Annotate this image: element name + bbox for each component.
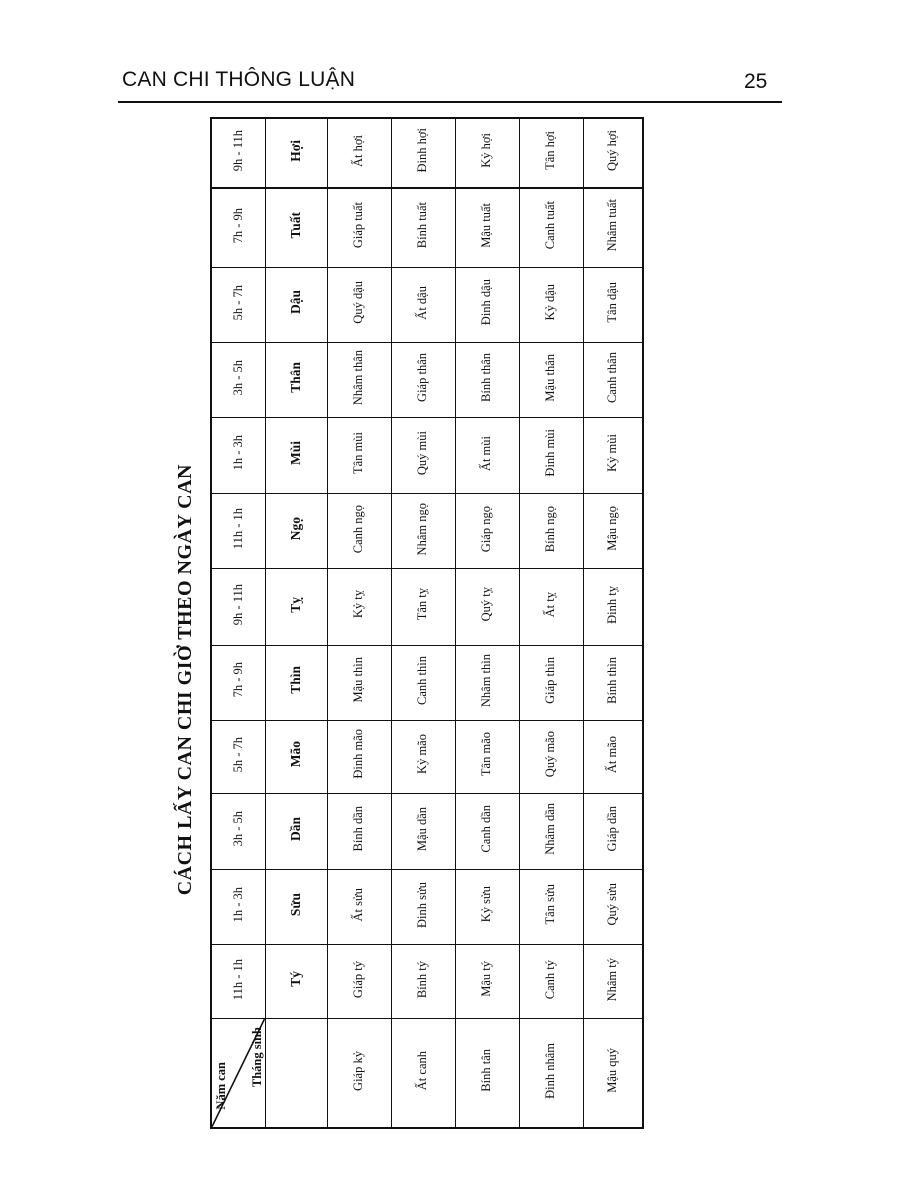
can-chi-value: Bính dần [351,806,366,852]
can-chi-value: Ất dậu [415,285,430,320]
hour-range-cell [211,945,265,1019]
hour-range-label: 1h - 3h [230,435,245,471]
can-chi-value: Giáp thân [415,353,430,402]
can-chi-value: Quý tỵ [479,587,494,622]
hour-range-cell [211,418,265,494]
can-chi-value: Kỷ dậu [543,284,558,321]
can-chi-value: Nhâm tuất [605,199,620,252]
hour-range-cell [211,494,265,569]
can-chi-value: Ất tỵ [543,591,558,618]
can-chi-value: Giáp dần [605,806,620,852]
can-chi-value: Đinh mão [351,729,366,780]
can-chi-value: Quý mão [543,731,558,778]
table-row [211,645,643,720]
hour-range-label: 5h - 7h [230,736,245,773]
empty-cell [265,1019,327,1128]
can-chi-value: Nhâm dần [543,803,558,855]
can-chi-cell [327,945,391,1019]
hour-range-label: 7h - 9h [230,662,245,698]
table-row [211,793,643,869]
can-chi-value: Mậu dần [415,806,430,851]
can-chi-cell [391,720,455,793]
can-chi-cell [519,645,583,720]
can-chi-value: Canh dần [479,805,494,853]
can-chi-cell [519,569,583,645]
branch-label: Thìn [287,666,303,695]
hour-range-label: 3h - 5h [230,811,245,847]
can-chi-value: Nhâm thìn [479,653,494,707]
hour-range-cell [211,793,265,869]
table-row [211,267,643,342]
table-row [211,569,643,645]
can-chi-value: Quý hợi [605,130,620,171]
can-chi-value: Tân mão [479,732,494,777]
can-chi-cell [519,945,583,1019]
can-chi-cell [391,645,455,720]
stem-pair-label: Giáp kỷ [351,1050,366,1091]
can-chi-cell [583,793,643,869]
can-chi-value: Đinh sửu [415,881,430,928]
branch-cell [265,569,327,645]
branch-label: Mùi [287,441,303,466]
can-chi-cell [583,494,643,569]
branch-label: Ngọ [287,517,303,541]
branch-label: Tý [287,971,303,988]
header-rule [118,101,782,103]
hour-range-label: 9h - 11h [230,129,245,172]
can-chi-cell [455,418,519,494]
can-chi-cell [583,870,643,945]
can-chi-value: Ất sửu [351,887,366,922]
can-chi-value: Kỷ hợi [479,133,494,168]
can-chi-hour-table [210,117,644,1129]
can-chi-cell [583,342,643,417]
can-chi-cell [519,118,583,188]
corner-top-label-wrap [251,1027,264,1092]
can-chi-cell [455,945,519,1019]
table-title-area [170,300,200,1060]
can-chi-value: Giáp ngọ [479,505,494,552]
hour-range-cell [211,342,265,417]
can-chi-value: Canh thìn [415,655,430,705]
can-chi-value: Ất mão [605,735,620,773]
branch-cell [265,793,327,869]
branch-label: Thân [287,362,303,393]
branch-cell [265,494,327,569]
corner-cell [211,1019,265,1128]
can-chi-value: Canh tuất [543,201,558,250]
can-chi-cell [327,870,391,945]
can-chi-cell [327,188,391,267]
can-chi-cell [519,342,583,417]
can-chi-value: Quý mùi [415,431,430,476]
corner-top-label: Tháng sinh [250,1027,265,1088]
branch-cell [265,118,327,188]
hour-range-label: 1h - 3h [230,886,245,923]
can-chi-cell [327,418,391,494]
table-row [211,118,643,188]
stem-pair-cell [583,1019,643,1128]
branch-cell [265,870,327,945]
can-chi-value: Tân dậu [605,282,620,323]
branch-cell [265,267,327,342]
can-chi-value: Mậu thìn [351,657,366,703]
table-row [211,418,643,494]
hour-range-cell [211,267,265,342]
can-chi-cell [455,569,519,645]
can-chi-value: Kỷ tỵ [351,590,366,619]
can-chi-cell [519,494,583,569]
can-chi-value: Nhâm tý [605,957,620,1001]
can-chi-cell [391,188,455,267]
hour-range-cell [211,720,265,793]
can-chi-cell [455,118,519,188]
can-chi-cell [583,645,643,720]
can-chi-value: Nhâm thân [351,349,366,406]
table-row [211,342,643,417]
stem-pair-label: Mậu quý [605,1048,620,1094]
can-chi-cell [455,267,519,342]
can-chi-cell [455,494,519,569]
can-chi-value: Bính tý [415,960,430,998]
hour-range-label: 5h - 7h [230,284,245,321]
can-chi-cell [391,418,455,494]
table-title: CÁCH LẤY CAN CHI GIỜ THEO NGÀY CAN [173,464,196,896]
hour-range-label: 3h - 5h [230,359,245,396]
branch-cell [265,945,327,1019]
hour-range-cell [211,118,265,188]
stem-pairs-row [211,1019,643,1128]
can-chi-value: Giáp thìn [543,656,558,704]
corner-bottom-label-wrap [215,1062,228,1115]
can-chi-value: Canh tý [543,959,558,999]
can-chi-value: Ất hợi [351,134,366,167]
can-chi-value: Tân mùi [351,432,366,475]
can-chi-cell [455,342,519,417]
can-chi-value: Bính tuất [415,202,430,249]
stem-pair-cell [391,1019,455,1128]
can-chi-cell [519,720,583,793]
can-chi-cell [391,267,455,342]
can-chi-value: Đinh dậu [479,279,494,326]
can-chi-value: Đinh hợi [415,128,430,173]
page-number: 25 [744,70,768,93]
branch-label: Mão [287,741,303,768]
can-chi-value: Mậu tuất [479,202,494,248]
table-row [211,720,643,793]
stem-pair-label: Đinh nhâm [543,1042,558,1099]
can-chi-cell [455,645,519,720]
can-chi-value: Tân sửu [543,884,558,925]
branch-cell [265,418,327,494]
can-chi-cell [455,793,519,869]
branch-label: Sửu [287,893,303,917]
can-chi-cell [391,569,455,645]
can-chi-cell [583,418,643,494]
can-chi-value: Mậu tý [479,961,494,998]
can-chi-cell [519,267,583,342]
stem-pair-cell [519,1019,583,1128]
can-chi-value: Kỷ mùi [605,434,620,473]
can-chi-cell [391,342,455,417]
branch-label: Tỵ [287,596,303,613]
can-chi-cell [327,118,391,188]
can-chi-cell [327,494,391,569]
can-chi-cell [327,267,391,342]
can-chi-cell [519,188,583,267]
running-title: CAN CHI THÔNG LUẬN [122,68,356,91]
can-chi-value: Giáp tý [351,960,366,998]
can-chi-cell [455,720,519,793]
table-row [211,945,643,1019]
can-chi-value: Mậu thân [543,353,558,402]
can-chi-cell [583,720,643,793]
can-chi-value: Bính thân [479,353,494,402]
hour-range-label: 11h - 1h [230,508,245,550]
hour-range-cell [211,645,265,720]
stem-pair-label: Bính tân [479,1049,494,1093]
can-chi-value: Ất mùi [479,435,494,471]
stem-pair-cell [455,1019,519,1128]
can-chi-value: Giáp tuất [351,202,366,249]
hour-range-cell [211,188,265,267]
hour-range-label: 9h - 11h [230,583,245,626]
can-chi-cell [519,870,583,945]
hour-range-cell [211,870,265,945]
can-chi-value: Quý sửu [605,883,620,926]
branch-label: Tuất [287,212,303,239]
can-chi-cell [455,188,519,267]
branch-label: Dậu [287,290,303,315]
can-chi-cell [391,945,455,1019]
hour-range-label: 11h - 1h [230,958,245,1000]
can-chi-value: Canh ngọ [351,504,366,553]
corner-bottom-label: Năm can [214,1062,228,1110]
can-chi-cell [327,793,391,869]
can-chi-cell [327,569,391,645]
branch-cell [265,645,327,720]
can-chi-value: Quý dậu [351,280,366,324]
table-row [211,188,643,267]
can-chi-value: Nhâm ngọ [415,502,430,556]
can-chi-cell [327,342,391,417]
can-chi-cell [391,494,455,569]
can-chi-cell [455,870,519,945]
can-chi-value: Đinh tỵ [605,585,620,624]
can-chi-cell [327,645,391,720]
can-chi-cell [583,569,643,645]
branch-cell [265,720,327,793]
can-chi-value: Đinh mùi [543,429,558,477]
can-chi-value: Bính ngọ [543,505,558,552]
can-chi-value: Canh thân [605,351,620,404]
can-chi-cell [391,118,455,188]
can-chi-value: Kỷ sửu [479,886,494,923]
can-chi-cell [327,720,391,793]
can-chi-value: Mậu ngọ [605,506,620,552]
can-chi-cell [583,267,643,342]
can-chi-value: Tân tỵ [415,588,430,621]
branch-cell [265,188,327,267]
can-chi-cell [583,945,643,1019]
can-chi-cell [583,188,643,267]
hour-range-cell [211,569,265,645]
stem-pair-label: Ất canh [415,1051,430,1091]
can-chi-value: Tân hợi [543,131,558,170]
stem-pair-cell [327,1019,391,1128]
hour-range-label: 7h - 9h [230,207,245,244]
can-chi-value: Kỷ mão [415,734,430,775]
can-chi-cell [391,793,455,869]
table-row [211,494,643,569]
can-chi-cell [519,793,583,869]
can-chi-value: Bính thìn [605,656,620,704]
branch-label: Dần [287,816,303,841]
can-chi-cell [391,870,455,945]
table-body [211,118,643,1128]
can-chi-cell [583,118,643,188]
table-row [211,870,643,945]
branch-label: Hợi [287,139,303,162]
can-chi-cell [519,418,583,494]
branch-cell [265,342,327,417]
